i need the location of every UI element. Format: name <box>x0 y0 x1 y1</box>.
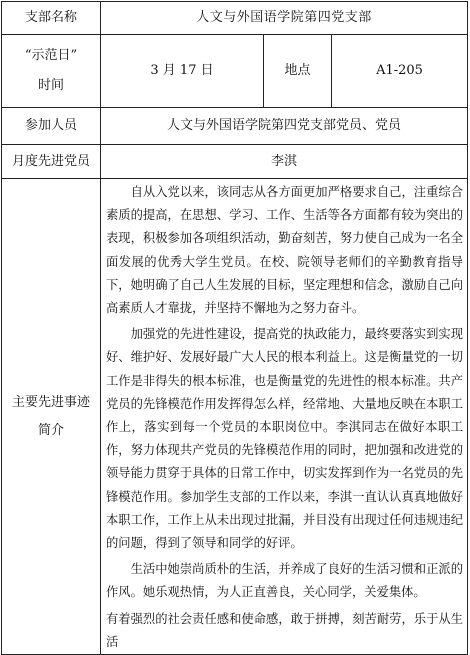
form-table <box>1 1 468 655</box>
date-label-line2: 时间 <box>37 78 64 93</box>
deeds-text <box>101 179 468 655</box>
date-label <box>2 35 101 108</box>
advanced-member-value: 李淇 <box>101 145 468 179</box>
deeds-paragraph-2: 加强党的先进性建设，提高党的执政能力，最终要落实到实现好、维护好、发展好最广大人民的根本利益上。这是衡量党的一切工作是非得失的根本标准，也是衡量党的先进性的根本标准。共产党员的先锋模范作用发挥得怎么样，经常地、大量地反映在本职工作上，落实到每一个党员的本职岗位中。李淇同志在做好本职工作，努力体现共产党员的先锋模范作用的同时，把加强和改进党的领导能力贯穿于具体的日常工作中，切实发挥到作为一名党员的先锋模范作用。参加学生支部的工作以来，李淇一直认认真真地做好本职工作，工作上从未出现过批漏，并目没有出现过任何违规违纪的问题，得到了领导和同学的好评。 <box>106 327 464 551</box>
row-branch <box>2 2 468 35</box>
row-deeds <box>2 179 468 655</box>
deeds-paragraph-4: 有着强烈的社会责任感和使命感，敢于拼搏，刻苦耐劳，乐于从生活 <box>106 611 464 649</box>
deeds-paragraph-1: 自从入党以来，该同志从各方面更加严格要求自己，注重综合素质的提高，在思想、学习、工作、生活等各方面都有较为突出的表现，积极参加各项组织活动，勤奋刻苦，努力使自己成为一名全面发展的优秀大学生党员。在校、院领导老师们的辛勤教育指导下，她明确了自己人生发展的目标，坚定理想和信念，激励自己向高素质人才靠拢，并坚持不懈地为之努力奋斗。 <box>106 185 464 316</box>
place-label: 地点 <box>264 35 332 108</box>
advanced-member-label: 月度先进党员 <box>2 145 101 179</box>
participants-label: 参加人员 <box>2 108 101 145</box>
deeds-label <box>2 179 101 655</box>
deeds-label-line2: 简介 <box>37 422 64 438</box>
branch-label: 支部名称 <box>2 2 101 35</box>
row-participants <box>2 108 468 145</box>
date-label-line1: “示范日” <box>24 48 78 63</box>
date-value: 3 月 17 日 <box>101 35 264 108</box>
deeds-paragraph-3: 生活中她崇尚质朴的生活，并养成了良好的生活习惯和正派的作风。她乐观热情，为人正直善良，关心同学，关爱集体。 <box>106 562 464 600</box>
deeds-label-line1: 主要先进事迹 <box>11 394 90 410</box>
branch-name: 人文与外国语学院第四党支部 <box>101 2 468 35</box>
label-spacer <box>2 66 100 76</box>
row-advanced-member <box>2 145 468 179</box>
participants-value: 人文与外国语学院第四党支部党员、党员 <box>101 108 468 145</box>
label-spacer <box>2 413 100 421</box>
place-value: A1-205 <box>332 35 468 108</box>
row-date-place <box>2 35 468 108</box>
